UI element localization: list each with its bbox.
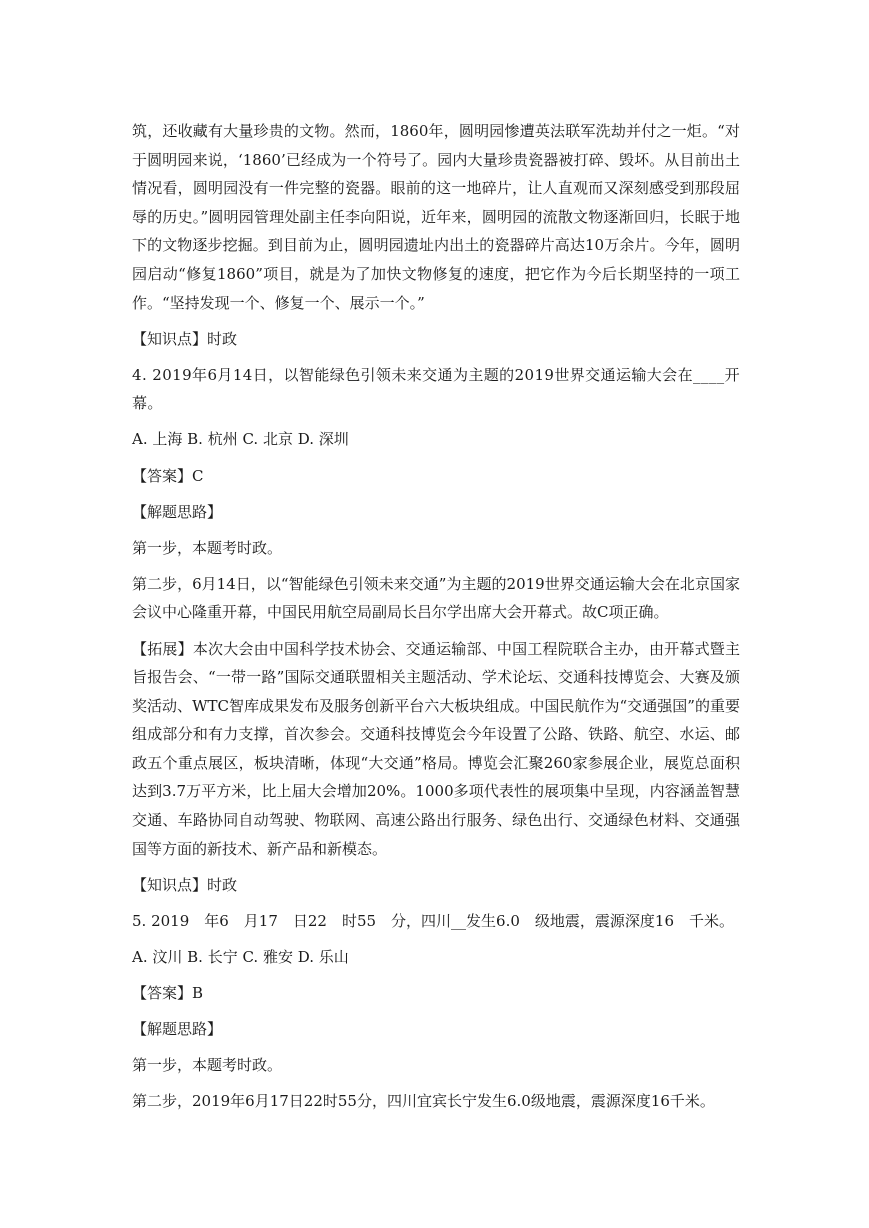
knowledge-point-label: 【知识点】时政 (132, 329, 238, 348)
knowledge-point-label: 【知识点】时政 (132, 875, 238, 894)
solution-approach-heading: 【解题思路】 (132, 1020, 223, 1039)
solution-step-2: 第二步，2019年6月17日22时55分，四川宜宾长宁发生6.0级地震，震源深度16千米。 (132, 1092, 715, 1111)
question-4-stem: 4. 2019年6月14日，以智能绿色引领未来交通为主题的2019世界交通运输大会在____开幕。 (132, 365, 740, 413)
question-4-answer: 【答案】C (132, 466, 204, 485)
solution-approach-heading: 【解题思路】 (132, 502, 223, 521)
solution-step-1: 第一步，本题考时政。 (132, 1056, 283, 1075)
paragraph-yuanmingyuan-relics: 筑，还收藏有大量珍贵的文物。然而，1860年，圆明园惨遭英法联军洗劫并付之一炬。“对于圆明园来说，‘1860’已经成为一个符号了。园内大量珍贵瓷器被打碎、毁坏。从目前出土情况看，圆明园没有一件完整的瓷器。眼前的这一地碎片，让人直观而又深刻感受到那段屈辱的历史。”圆明园管理处副主任李向阳说，近年来，圆明园的流散文物逐渐回归，长眠于地下的文物逐步挖掘。到目前为止，圆明园遗址内出土的瓷器碎片高达10万余片。今年，圆明园启动“修复1860”项目，就是为了加快文物修复的速度，把它作为今后长期坚持的一项工作。“坚持发现一个、修复一个、展示一个。” (132, 122, 740, 312)
solution-step-2: 第二步，6月14日，以“智能绿色引领未来交通”为主题的2019世界交通运输大会在北京国家会议中心隆重开幕，中国民用航空局副局长吕尔学出席大会开幕式。故C项正确。 (132, 574, 740, 622)
solution-step-1: 第一步，本题考时政。 (132, 538, 283, 557)
question-5-stem: 5. 2019 年6 月17 日22 时55 分，四川__发生6.0 级地震，震源深度16 千米。 (132, 911, 735, 930)
document-body (132, 117, 740, 1116)
question-5-options: A. 汶川 B. 长宁 C. 雅安 D. 乐山 (132, 947, 349, 966)
question-4-options: A. 上海 B. 杭州 C. 北京 D. 深圳 (132, 430, 349, 449)
question-5-answer: 【答案】B (132, 984, 204, 1003)
extension-paragraph: 【拓展】本次大会由中国科学技术协会、交通运输部、中国工程院联合主办，由开幕式暨主旨报告会、“一带一路”国际交通联盟相关主题活动、学术论坛、交通科技博览会、大赛及颁奖活动、WTC智库成果发布及服务创新平台六大板块组成。中国民航作为“交通强国”的重要组成部分和有力支撑，首次参会。交通科技博览会今年设置了公路、铁路、航空、水运、邮政五个重点展区，板块清晰，体现“大交通”格局。博览会汇聚260家参展企业，展览总面积达到3.7万平方米，比上届大会增加20%。1000多项代表性的展项集中呈现，内容涵盖智慧交通、车路协同自动驾驶、物联网、高速公路出行服务、绿色出行、交通绿色材料、交通强国等方面的新技术、新产品和新模态。 (132, 639, 740, 858)
